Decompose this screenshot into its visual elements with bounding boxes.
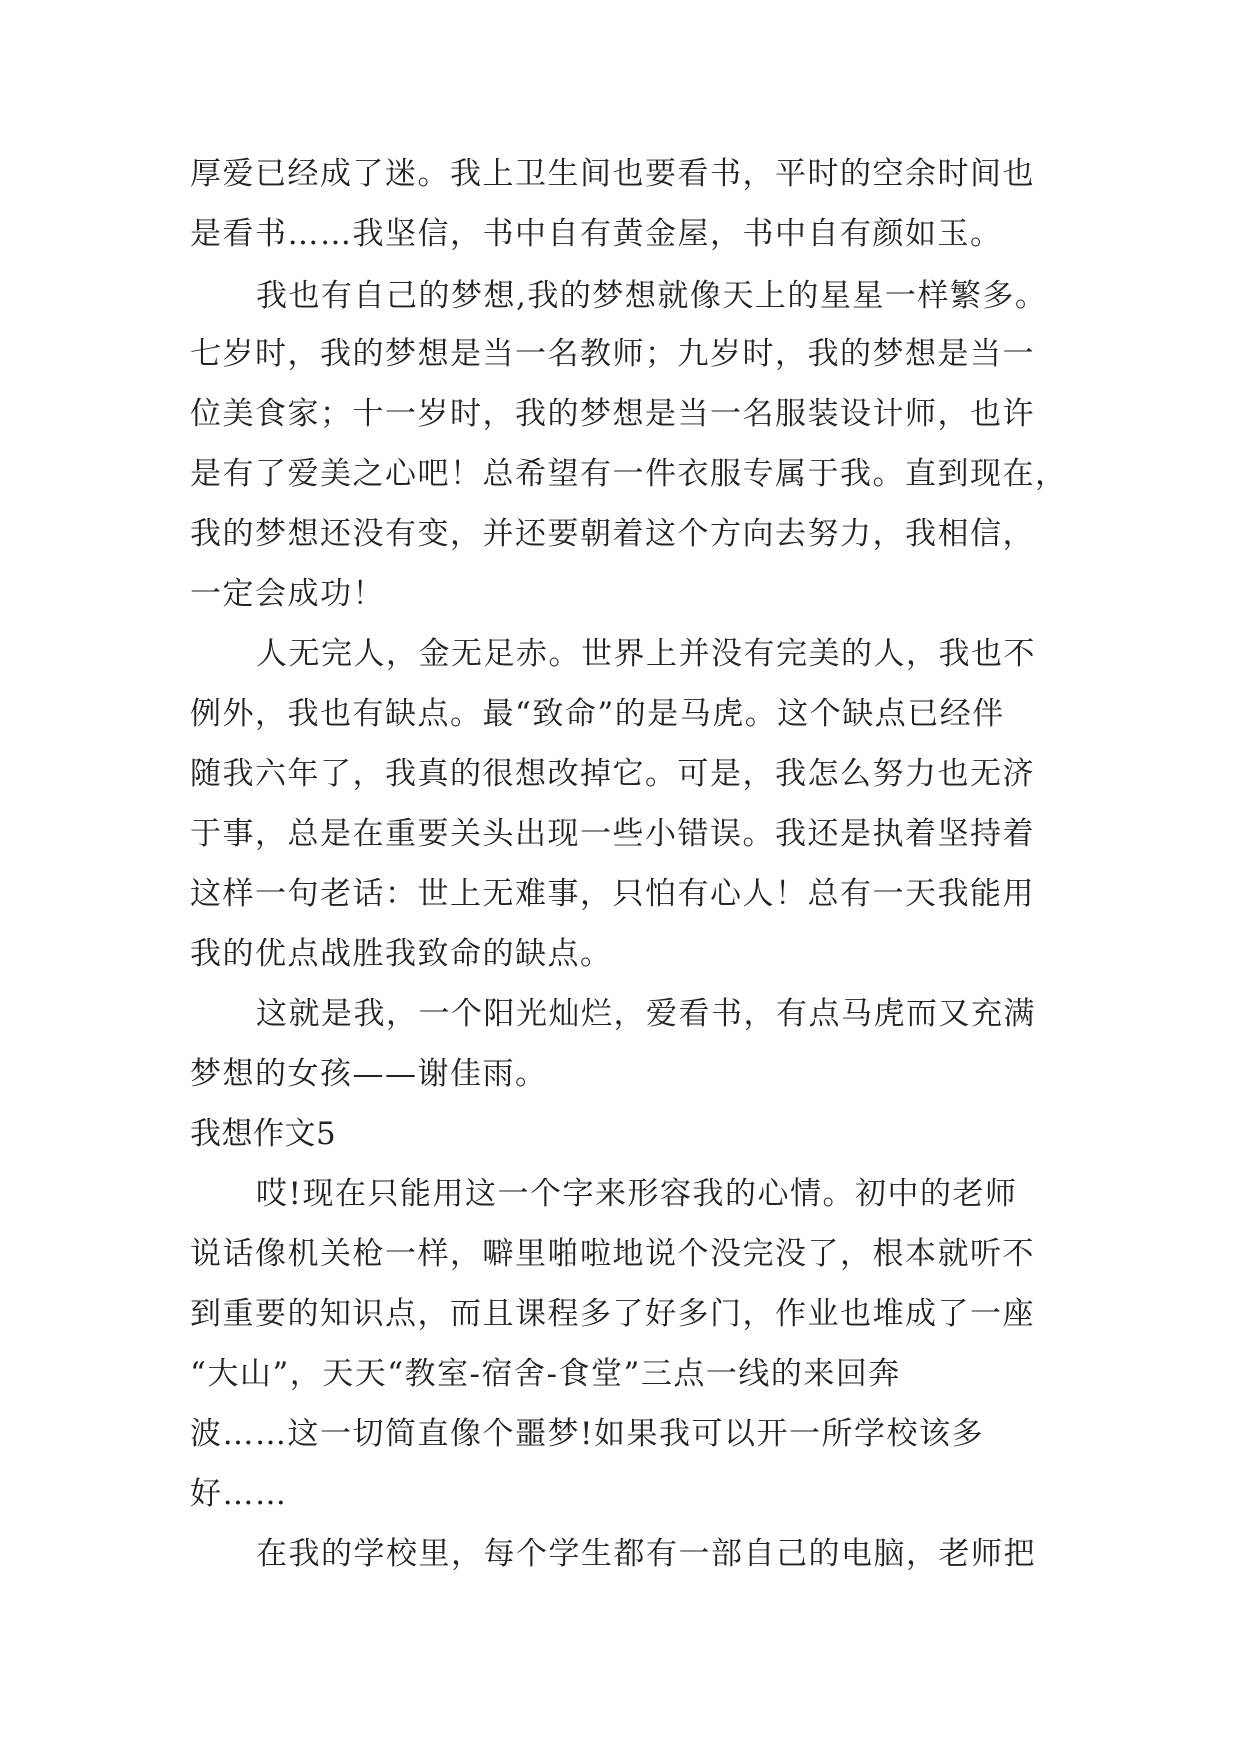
text-line-8: 一定会成功！ [190, 576, 385, 612]
text-line-16: 梦想的女孩——谢佳雨。 [190, 1056, 548, 1092]
paragraph-start-dreams: 我也有自己的梦想,我的梦想就像天上的星星一样繁多。 [256, 278, 1048, 314]
text-line-5: 位美食家；十一岁时，我的梦想是当一名服装设计师，也许 [190, 396, 1035, 432]
text-line-11: 随我六年了，我真的很想改掉它。可是，我怎么努力也无济 [190, 756, 1035, 792]
section-heading: 我想作文5 [190, 1116, 337, 1152]
paragraph-start-flaws: 人无完人，金无足赤。世界上并没有完美的人，我也不 [256, 636, 1036, 672]
text-line-19: 说话像机关枪一样，噼里啪啦地说个没完没了，根本就听不 [190, 1236, 1035, 1272]
text-line-12: 于事，总是在重要关头出现一些小错误。我还是执着坚持着 [190, 816, 1035, 852]
text-line-14: 我的优点战胜我致命的缺点。 [190, 936, 613, 972]
text-line-6: 是有了爱美之心吧！总希望有一件衣服专属于我。直到现在， [190, 456, 1068, 492]
text-line-2: 是看书……我坚信，书中自有黄金屋，书中自有颜如玉。 [190, 216, 1003, 252]
text-line-20: 到重要的知识点，而且课程多了好多门，作业也堆成了一座 [190, 1296, 1035, 1332]
text-line-10: 例外，我也有缺点。最“致命”的是马虎。这个缺点已经伴 [190, 696, 1005, 732]
text-line-22: 波……这一切简直像个噩梦!如果我可以开一所学校该多 [190, 1416, 984, 1452]
text-line-4: 七岁时，我的梦想是当一名教师；九岁时，我的梦想是当一 [190, 336, 1035, 372]
text-line-23: 好…… [190, 1476, 288, 1512]
paragraph-start-school: 哎!现在只能用这一个字来形容我的心情。初中的老师 [256, 1176, 1018, 1212]
text-line-1: 厚爱已经成了迷。我上卫生间也要看书，平时的空余时间也 [190, 156, 1035, 192]
paragraph-start-summary: 这就是我，一个阳光灿烂，爱看书，有点马虎而又充满 [256, 996, 1036, 1032]
text-line-13: 这样一句老话：世上无难事，只怕有心人！总有一天我能用 [190, 876, 1035, 912]
paragraph-start-my-school: 在我的学校里，每个学生都有一部自己的电脑，老师把 [256, 1536, 1036, 1572]
text-line-7: 我的梦想还没有变，并还要朝着这个方向去努力，我相信， [190, 516, 1035, 552]
text-line-21: “大山”，天天“教室-宿舍-食堂”三点一线的来回奔 [190, 1356, 901, 1392]
